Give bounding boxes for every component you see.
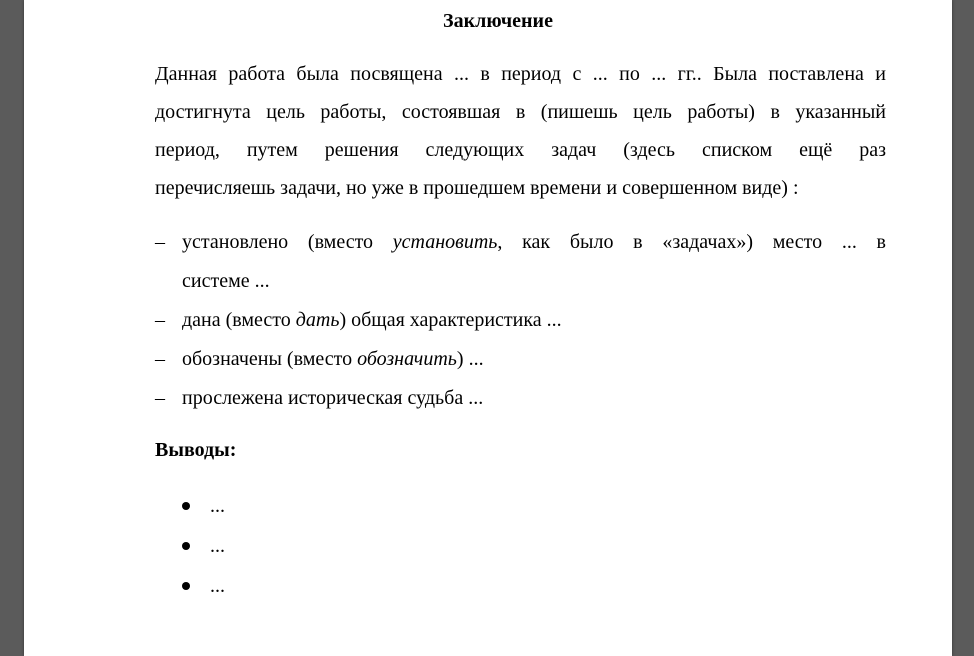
bullet-icon — [182, 502, 190, 510]
list-item — [155, 572, 455, 612]
list-item — [155, 304, 886, 343]
task-text: , как было в «задачах») место ... в — [497, 231, 887, 253]
intro-line: перечисляешь задачи, но уже в прошедшем времени и совершенном виде) : — [155, 177, 799, 199]
task-line — [182, 226, 886, 265]
task-line: прослежена историческая судьба ... — [182, 387, 484, 409]
dash-marker: – — [155, 309, 165, 331]
list-item — [155, 226, 886, 304]
task-emphasis: дать — [295, 309, 340, 331]
dash-marker: – — [155, 348, 165, 370]
intro-paragraph — [155, 58, 886, 210]
list-item — [155, 492, 455, 532]
document-page — [24, 0, 952, 656]
dash-marker: – — [155, 231, 165, 253]
bullet-icon — [182, 582, 190, 590]
task-line: системе ... — [182, 270, 270, 292]
dash-marker: – — [155, 387, 165, 409]
conclusion-text: ... — [210, 495, 225, 517]
intro-line: Данная работа была посвящена ... в период с ... по ... гг.. Была поставлена и — [155, 63, 886, 85]
list-item — [155, 532, 455, 572]
list-item — [155, 343, 886, 382]
task-text: обозначены (вместо — [182, 348, 358, 370]
task-text: ) общая характеристика ... — [339, 309, 562, 331]
task-text: дана (вместо — [182, 309, 296, 331]
intro-line: период, путем решения следующих задач (здесь списком ещё раз — [155, 139, 886, 161]
bullet-icon — [182, 542, 190, 550]
task-emphasis: обозначить — [357, 348, 457, 370]
conclusions-heading: Выводы: — [155, 439, 237, 461]
task-line — [182, 343, 886, 382]
task-list — [155, 226, 886, 421]
task-emphasis: установить — [392, 231, 498, 253]
conclusion-text: ... — [210, 535, 225, 557]
task-text: ) ... — [456, 348, 484, 370]
list-item — [155, 382, 886, 421]
task-text: установлено (вместо — [182, 231, 393, 253]
page-title: Заключение — [443, 10, 553, 32]
intro-line: достигнута цель работы, состоявшая в (пишешь цель работы) в указанный — [155, 101, 886, 123]
conclusions-list — [155, 492, 455, 612]
conclusion-text: ... — [210, 575, 225, 597]
task-line — [182, 304, 886, 343]
